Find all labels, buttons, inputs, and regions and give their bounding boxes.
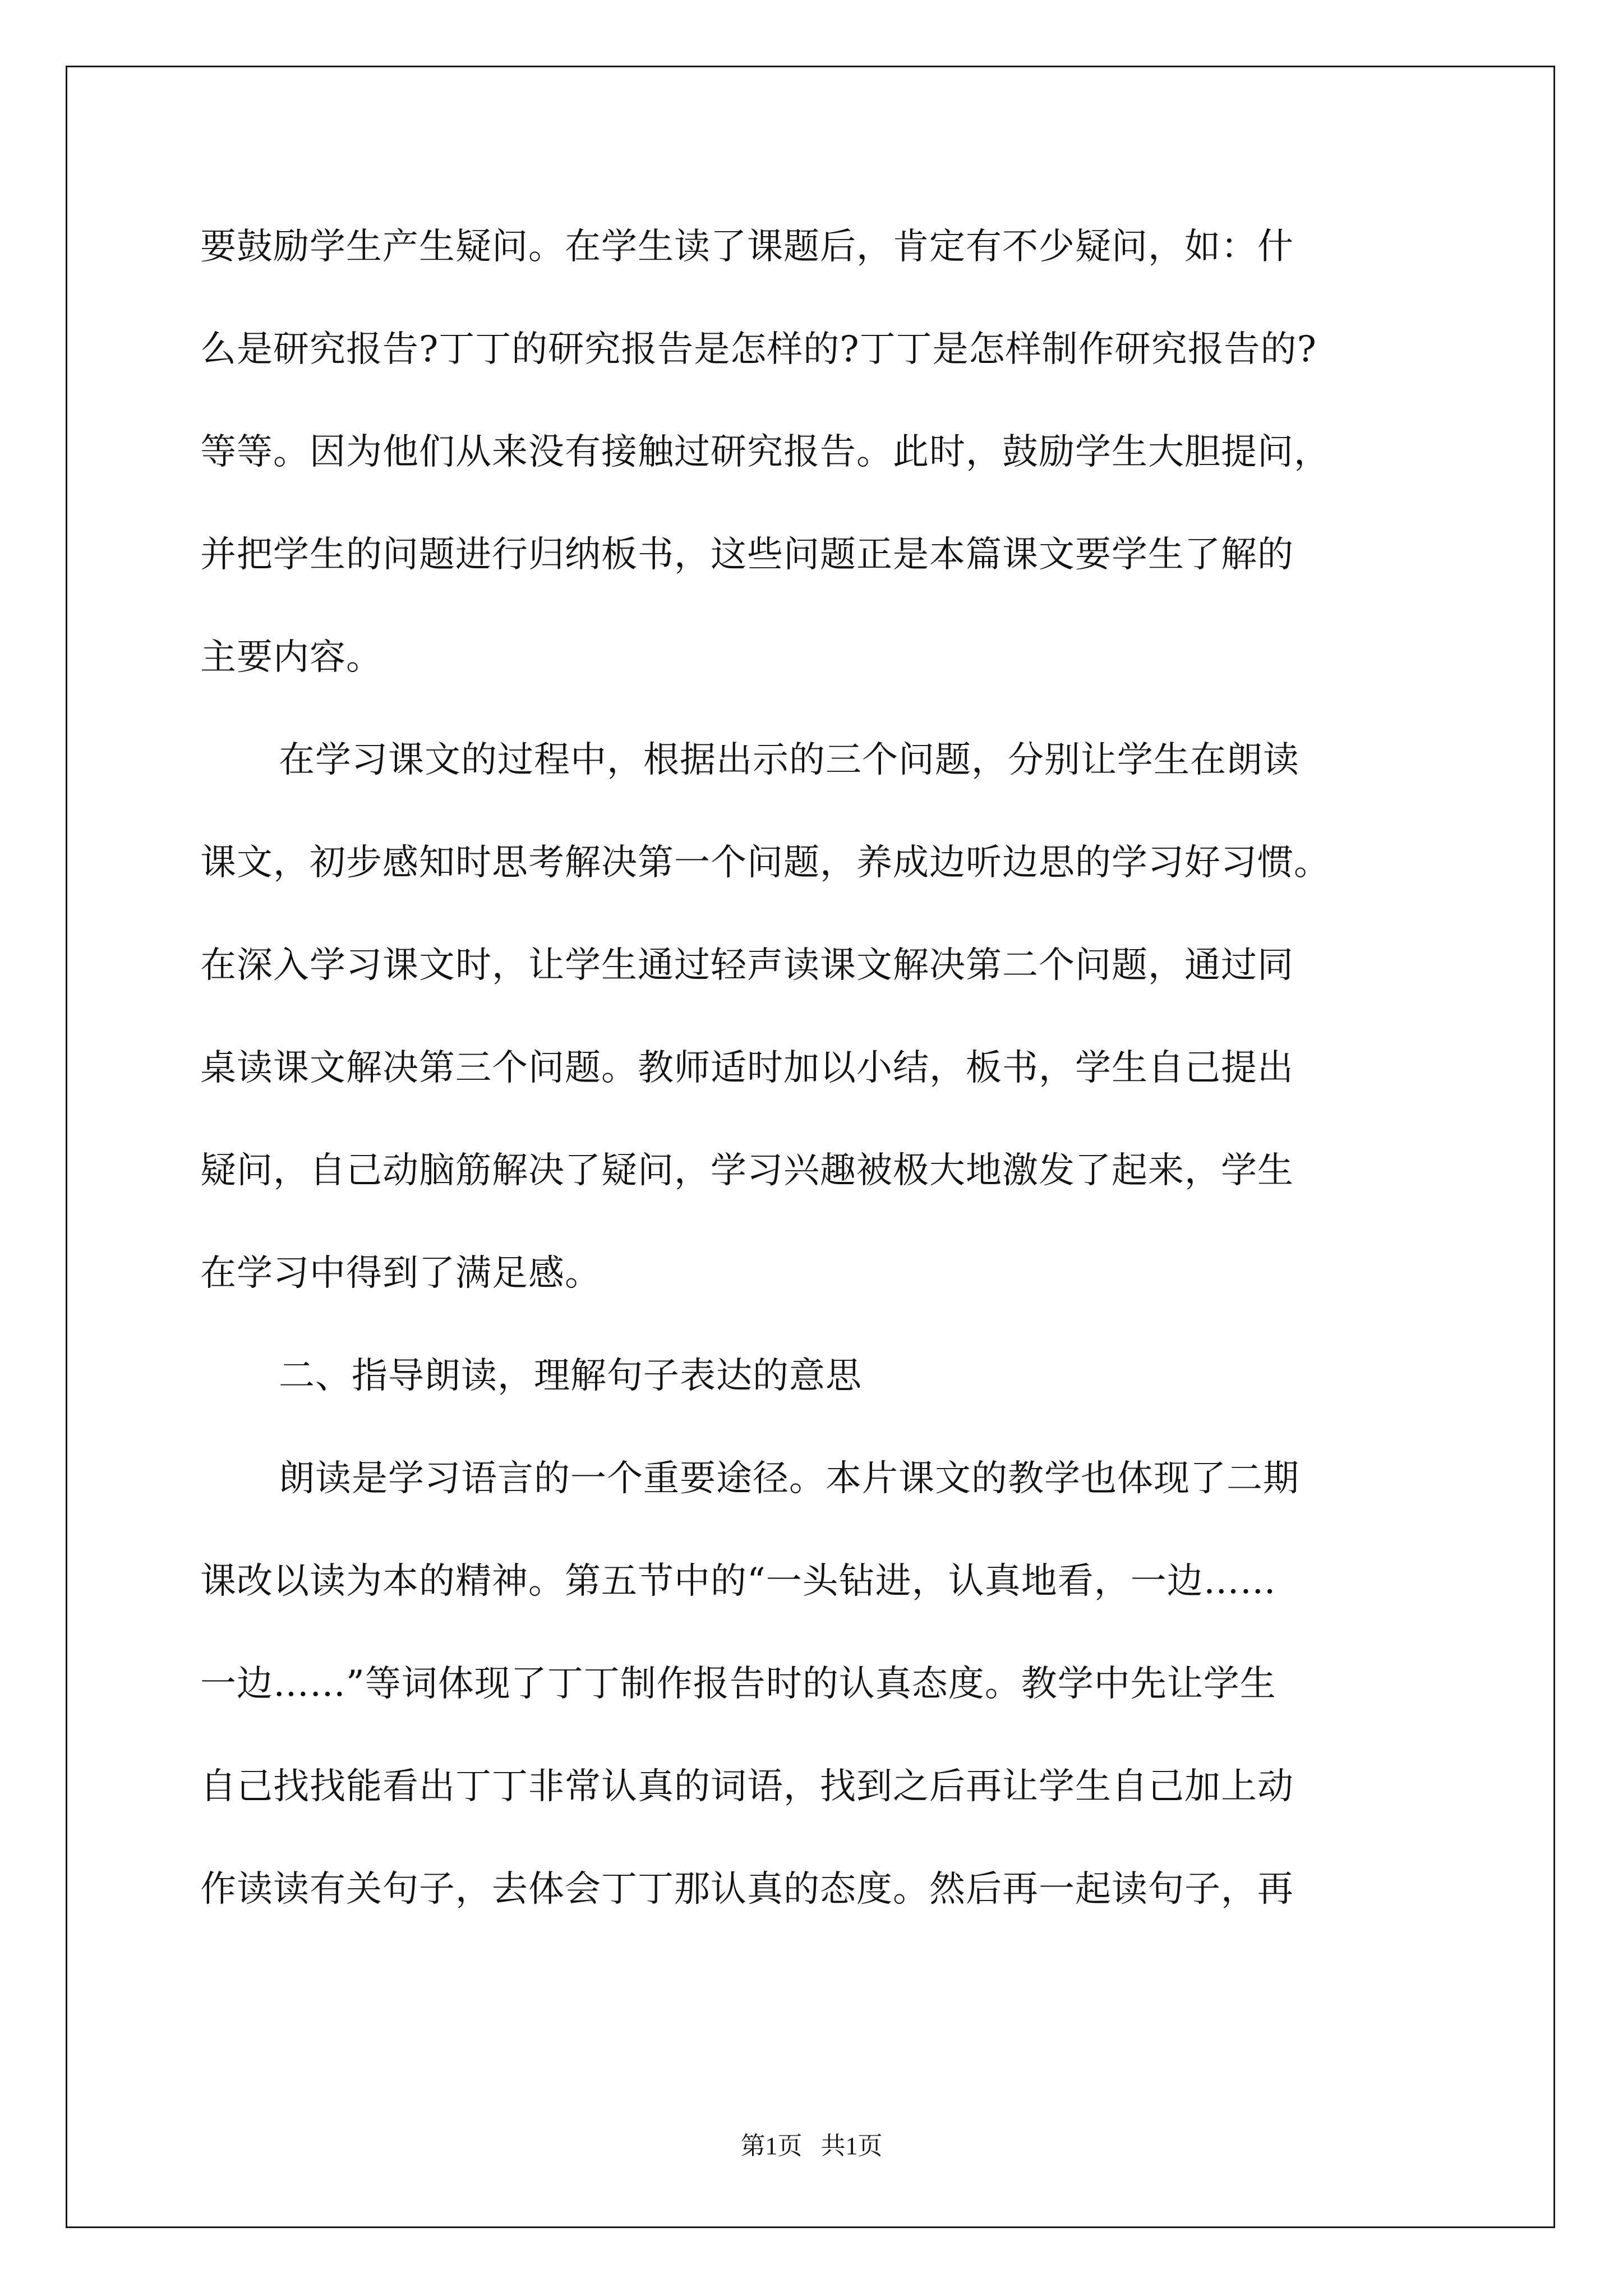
section-heading: 二、指导朗读，理解句子表达的意思	[279, 1355, 862, 1397]
text-line: 作读读有关句子，去体会丁丁那认真的态度。然后再一起读句子，再	[200, 1869, 1294, 1910]
text-line: 要鼓励学生产生疑问。在学生读了课题后，肯定有不少疑问，如：什	[200, 226, 1294, 268]
text-line: 在深入学习课文时，让学生通过轻声读课文解决第二个问题，通过同	[200, 945, 1294, 986]
text-line: 疑问，自己动脑筋解决了疑问，学习兴趣被极大地激发了起来，学生	[200, 1150, 1294, 1191]
page-number-footer: 第1页 共1页	[740, 2132, 883, 2160]
text-line: 等等。因为他们从来没有接触过研究报告。此时，鼓励学生大胆提问，	[200, 431, 1330, 473]
paragraph-start-line: 在学习课文的过程中，根据出示的三个问题，分别让学生在朗读	[279, 739, 1299, 781]
text-line: 桌读课文解决第三个问题。教师适时加以小结，板书，学生自己提出	[200, 1047, 1294, 1089]
text-line: 在学习中得到了满足感。	[200, 1253, 601, 1294]
text-line: 主要内容。	[200, 637, 382, 678]
text-line: 并把学生的问题进行归纳板书，这些问题正是本篇课文要学生了解的	[200, 534, 1294, 576]
text-line: 自己找找能看出丁丁非常认真的词语，找到之后再让学生自己加上动	[200, 1766, 1294, 1807]
text-line: 课改以读为本的精神。第五节中的“一头钻进，认真地看，一边……	[200, 1561, 1276, 1602]
text-line: 一边……”等词体现了丁丁制作报告时的认真态度。教学中先让学生	[200, 1663, 1276, 1705]
text-line: 么是研究报告?丁丁的研究报告是怎样的?丁丁是怎样制作研究报告的?	[200, 329, 1317, 370]
text-line: 课文，初步感知时思考解决第一个问题，养成边听边思的学习好习惯。	[200, 842, 1330, 884]
paragraph-start-line: 朗读是学习语言的一个重要途径。本片课文的教学也体现了二期	[279, 1458, 1299, 1499]
